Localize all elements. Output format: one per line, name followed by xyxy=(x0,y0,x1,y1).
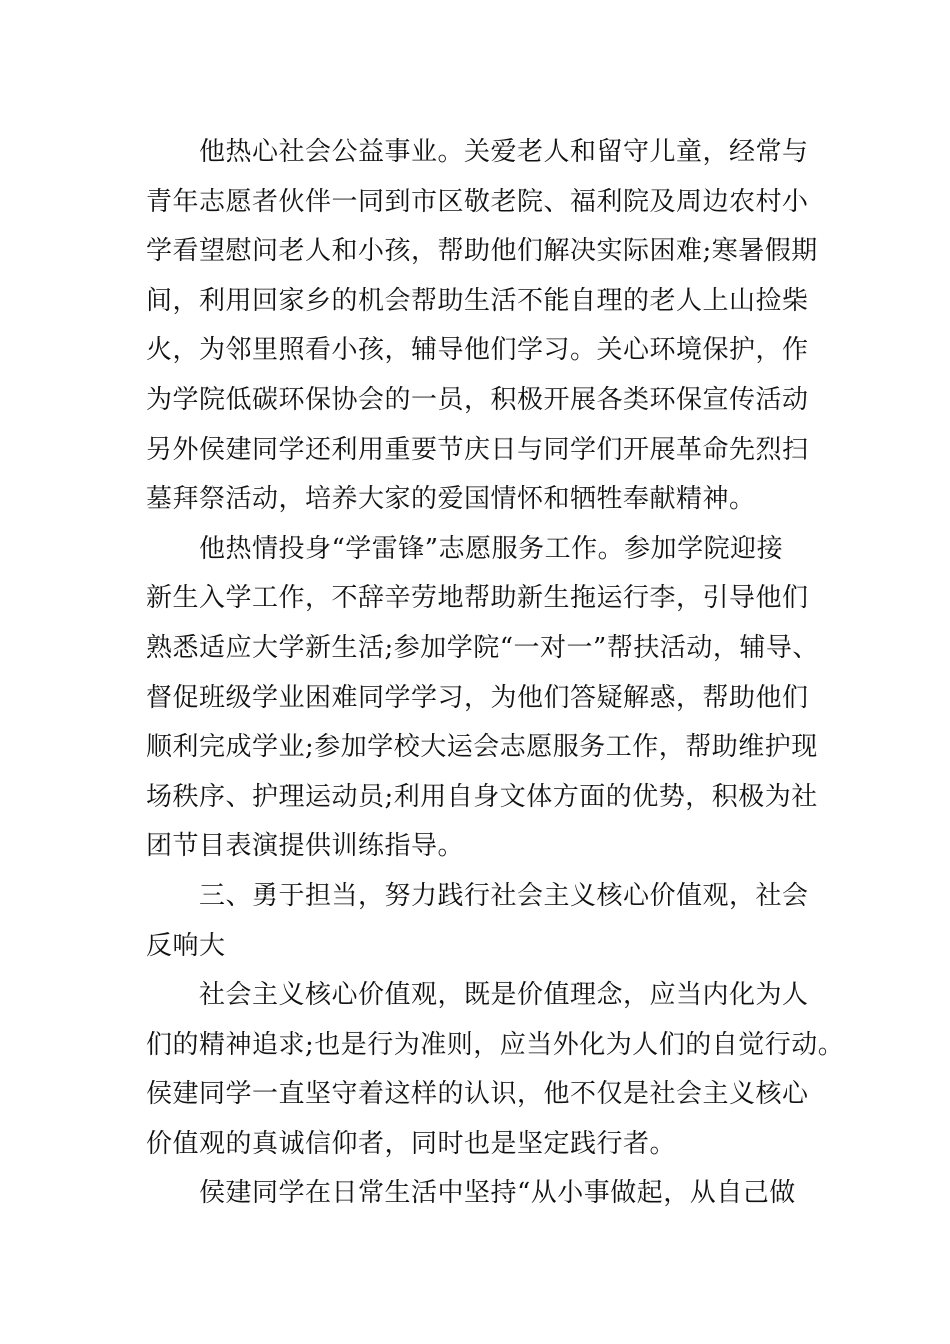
paragraph-line: 团节目表演提供训练指导。 xyxy=(146,831,465,862)
paragraph-line: 另外侯建同学还利用重要节庆日与同学们开展革命先烈扫 xyxy=(146,434,809,465)
paragraph-line: 新生入学工作，不辞辛劳地帮助新生拖运行李，引导他们 xyxy=(146,583,809,614)
paragraph-line: 青年志愿者伙伴一同到市区敬老院、福利院及周边农村小 xyxy=(146,186,809,217)
paragraph-line: 为学院低碳环保协会的一员，积极开展各类环保宣传活动 xyxy=(146,384,809,415)
paragraph-line: 侯建同学在日常生活中坚持“从小事做起，从自己做 xyxy=(199,1178,796,1209)
paragraph-line: 价值观的真诚信仰者，同时也是坚定践行者。 xyxy=(146,1128,677,1159)
paragraph-line: 他热情投身“学雷锋”志愿服务工作。参加学院迎接 xyxy=(199,533,784,564)
paragraph-line: 侯建同学一直坚守着这样的认识，他不仅是社会主义核心 xyxy=(146,1079,809,1110)
paragraph-line: 们的精神追求;也是行为准则，应当外化为人们的自觉行动。 xyxy=(146,1029,845,1060)
paragraph-line: 墓拜祭活动，培养大家的爱国情怀和牺牲奉献精神。 xyxy=(146,484,756,515)
paragraph-line: 学看望慰问老人和小孩，帮助他们解决实际困难;寒暑假期 xyxy=(146,236,818,267)
paragraph-line: 他热心社会公益事业。关爱老人和留守儿童，经常与 xyxy=(199,137,809,167)
section-heading-line: 反响大 xyxy=(146,930,226,961)
paragraph-line: 顺利完成学业;参加学校大运会志愿服务工作，帮助维护现 xyxy=(146,732,818,763)
paragraph-line: 督促班级学业困难同学学习，为他们答疑解惑，帮助他们 xyxy=(146,682,809,713)
paragraph-line: 间，利用回家乡的机会帮助生活不能自理的老人上山捡柴 xyxy=(146,285,809,316)
paragraph-line: 火，为邻里照看小孩，辅导他们学习。关心环境保护，作 xyxy=(146,335,809,366)
paragraph-line: 社会主义核心价值观，既是价值理念，应当内化为人 xyxy=(199,980,809,1011)
document-body xyxy=(146,128,845,1219)
paragraph-line: 场秩序、护理运动员;利用自身文体方面的优势，积极为社 xyxy=(146,781,818,812)
paragraph-line: 熟悉适应大学新生活;参加学院“一对一”帮扶活动，辅导、 xyxy=(146,632,819,663)
section-heading-line: 三、勇于担当，努力践行社会主义核心价值观，社会 xyxy=(199,880,809,911)
